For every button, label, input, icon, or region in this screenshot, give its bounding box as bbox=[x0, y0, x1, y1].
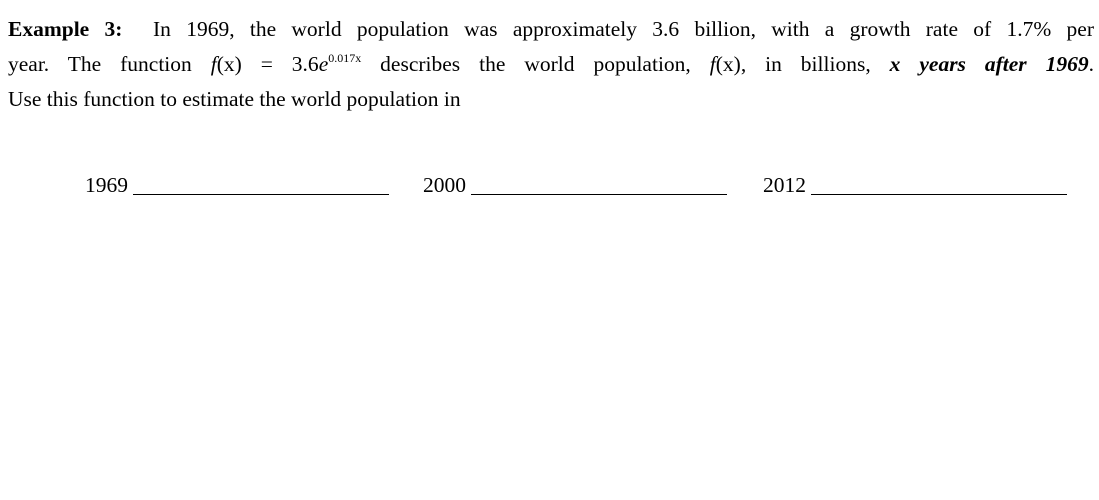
answer-year-label: 2012 bbox=[763, 173, 806, 197]
problem-intro: In 1969, the world population was approximately 3.6 billion, with a growth rate of 1.7% per bbox=[153, 17, 1094, 41]
answer-year-label: 2000 bbox=[423, 173, 466, 197]
function-name: f bbox=[210, 52, 217, 76]
function-intro: year. The function bbox=[8, 52, 211, 76]
variable-definition: x years after 1969 bbox=[889, 52, 1089, 76]
answer-blank-2012[interactable] bbox=[811, 170, 1067, 195]
problem-paragraph bbox=[8, 12, 1094, 117]
problem-line-2 bbox=[8, 47, 1094, 82]
problem-line-3: Use this function to estimate the world population in bbox=[8, 87, 461, 111]
function-description: describes the world population, bbox=[361, 52, 710, 76]
units-text: , in billions, bbox=[740, 52, 890, 76]
example-label: Example 3: bbox=[8, 17, 123, 41]
problem-line-1 bbox=[8, 12, 1094, 47]
answer-year-label: 1969 bbox=[85, 173, 128, 197]
answer-item-1969 bbox=[85, 170, 389, 199]
function-name-2: f bbox=[709, 52, 716, 76]
answer-blank-2000[interactable] bbox=[471, 170, 727, 195]
answer-item-2012 bbox=[763, 170, 1067, 199]
function-exponent: 0.017x bbox=[328, 51, 362, 65]
answer-item-2000 bbox=[423, 170, 727, 199]
function-arg: (x) bbox=[216, 52, 242, 76]
function-equals: = 3.6 bbox=[241, 52, 319, 76]
function-arg-2: (x) bbox=[715, 52, 741, 76]
sentence-end: . bbox=[1088, 52, 1094, 76]
answer-blank-1969[interactable] bbox=[133, 170, 389, 195]
answer-blanks bbox=[85, 170, 1085, 200]
euler-e: e bbox=[318, 52, 329, 76]
problem-text bbox=[8, 12, 1094, 117]
